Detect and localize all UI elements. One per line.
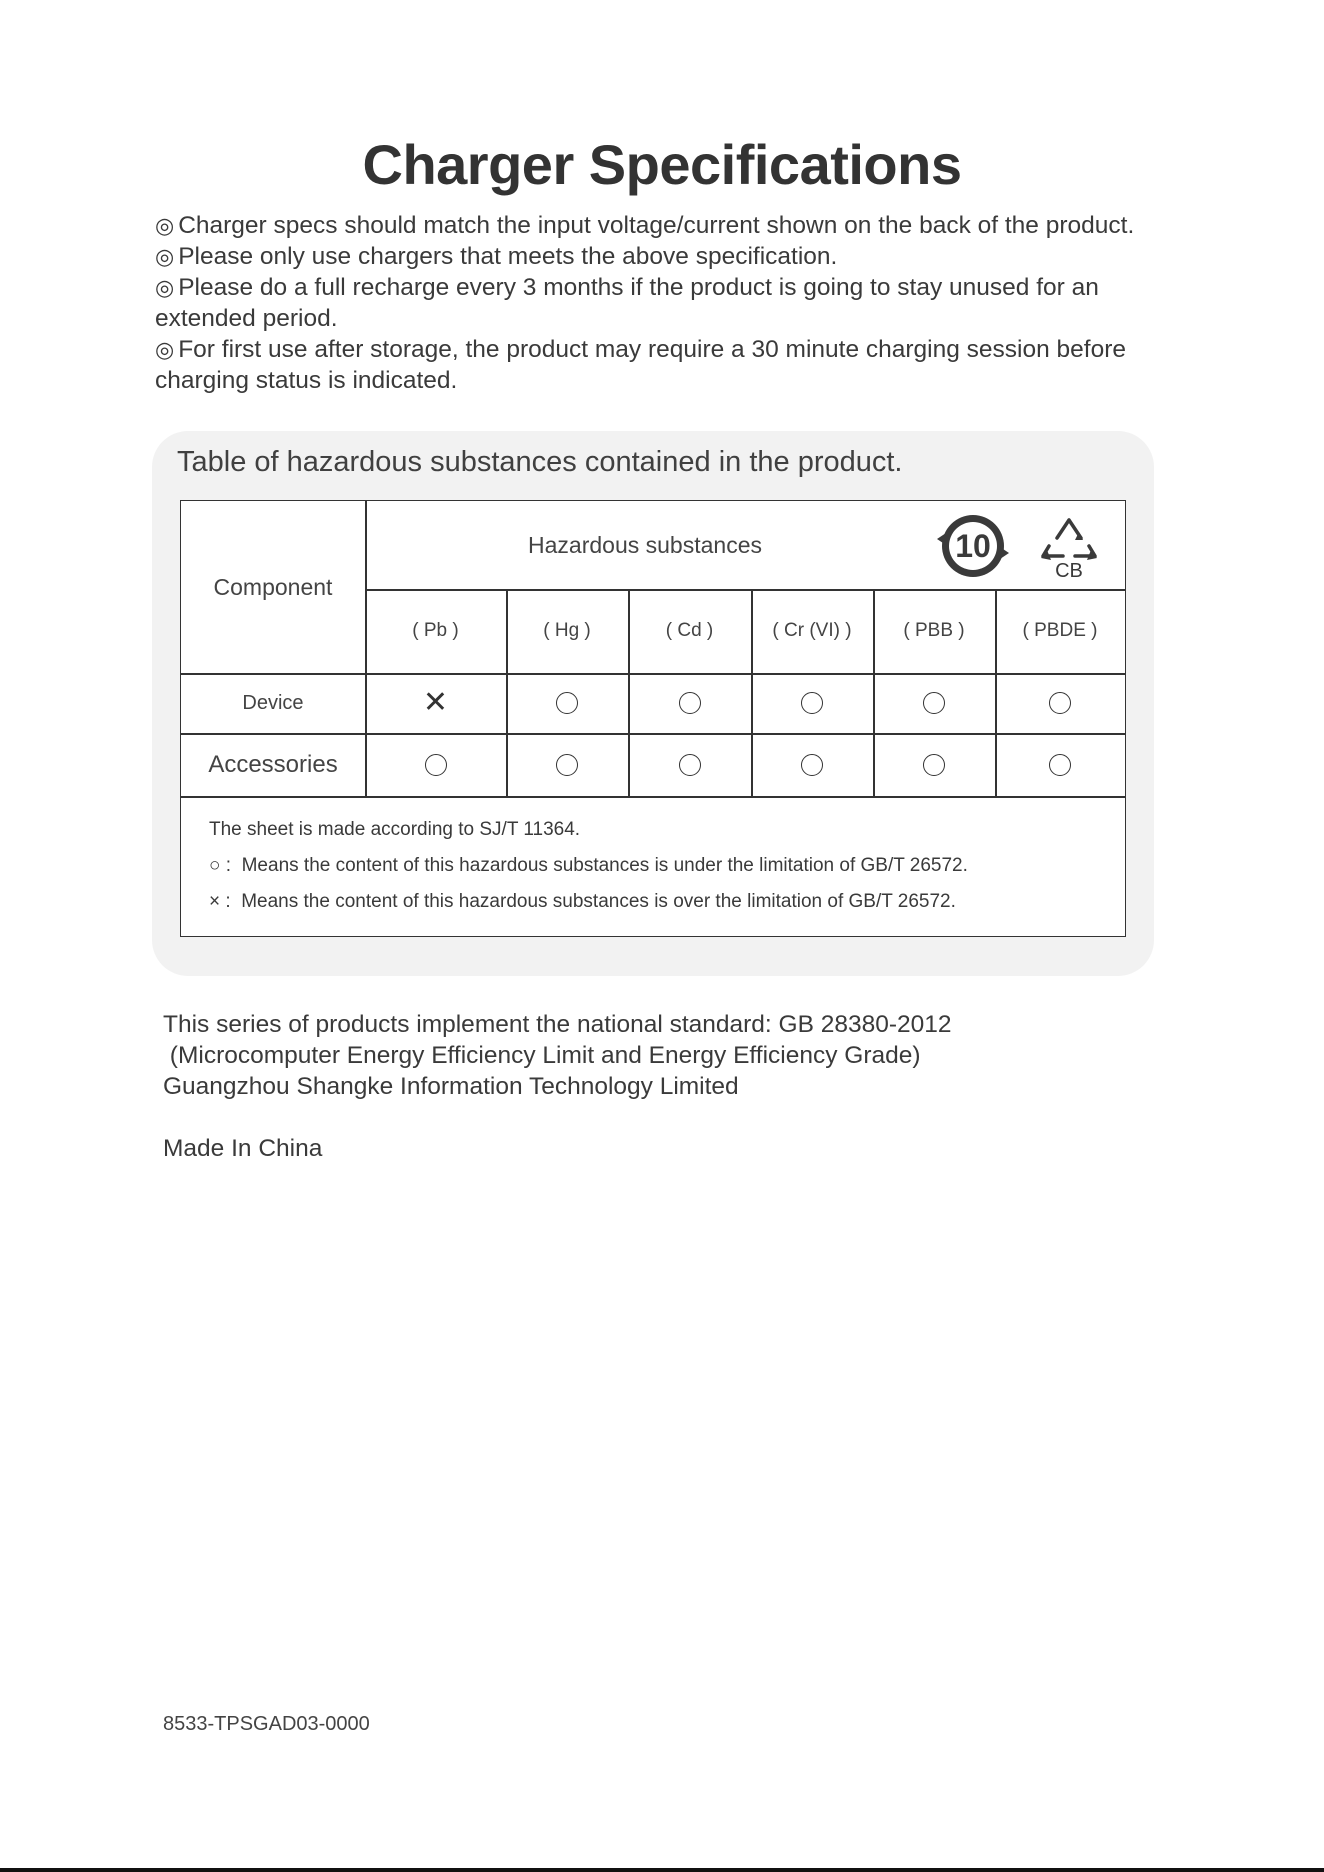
- note-3: [155, 272, 1155, 334]
- substance-cr-vi: ( Cr (VI) ): [772, 620, 852, 641]
- footnote-standard: The sheet is made according to SJ/T 11364.: [209, 819, 581, 840]
- cross-icon: ✕: [422, 686, 449, 719]
- company-name: Guangzhou Shangke Information Technology Limited: [163, 1073, 739, 1100]
- row-label-device: Device: [242, 691, 304, 714]
- hazard-table-caption: Table of hazardous substances contained in the product.: [177, 446, 903, 478]
- table-cell: [506, 673, 628, 733]
- substance-pb: ( Pb ): [412, 620, 459, 641]
- circle-icon: [556, 692, 578, 714]
- product-code: 8533-TPSGAD03-0000: [163, 1713, 370, 1735]
- component-header: Component: [213, 573, 333, 600]
- footnote-under: [209, 855, 968, 877]
- recycle-icon: [1027, 509, 1111, 589]
- circle-icon: [679, 692, 701, 714]
- note-4: [155, 334, 1155, 396]
- note-text: Please do a full recharge every 3 months if the product is going to stay unused for an extended period.: [155, 274, 1099, 332]
- cross-legend-icon: × :: [209, 891, 231, 912]
- substance-pbb: ( PBB ): [903, 620, 965, 641]
- footer-block: [163, 1009, 952, 1164]
- bottom-rule: [0, 1868, 1324, 1872]
- footnote-over: [209, 891, 956, 913]
- spacer: [163, 1102, 952, 1133]
- circle-icon: [1049, 692, 1071, 714]
- note-text: Please only use chargers that meets the above specification.: [178, 243, 838, 270]
- substance-pbde: ( PBDE ): [1022, 620, 1098, 641]
- table-cell: [506, 733, 628, 796]
- table-cell: [995, 673, 1125, 733]
- recycle-label: CB: [1055, 559, 1083, 582]
- table-cell: [365, 673, 506, 733]
- table-cell: [873, 673, 995, 733]
- hazard-table: [180, 500, 1126, 937]
- table-cell: [751, 673, 873, 733]
- circle-icon: [556, 754, 578, 776]
- circle-icon: [923, 692, 945, 714]
- epup-number: 10: [955, 528, 991, 564]
- bullet-icon: ◎: [155, 337, 175, 362]
- charger-notes: [155, 210, 1155, 396]
- circle-legend-icon: ○ :: [209, 855, 232, 876]
- epup-10-icon: [931, 509, 1015, 583]
- circle-icon: [1049, 754, 1071, 776]
- note-1: [155, 210, 1155, 241]
- table-cell: [628, 673, 751, 733]
- page-title: Charger Specifications: [362, 133, 962, 196]
- note-text: Charger specs should match the input voltage/current shown on the back of the product.: [178, 212, 1135, 239]
- footnote-under-text: Means the content of this hazardous substances is under the limitation of GB/T 26572.: [241, 855, 968, 876]
- circle-icon: [425, 754, 447, 776]
- bullet-icon: ◎: [155, 244, 175, 269]
- table-cell: [751, 733, 873, 796]
- made-in: Made In China: [163, 1135, 323, 1162]
- note-text: For first use after storage, the product may require a 30 minute charging session before charging status is indicated.: [155, 336, 1127, 394]
- table-cell: [995, 733, 1125, 796]
- circle-icon: [801, 754, 823, 776]
- row-label-accessories: Accessories: [208, 750, 338, 778]
- note-2: [155, 241, 1155, 272]
- standard-subtitle: (Microcomputer Energy Efficiency Limit and Energy Efficiency Grade): [163, 1042, 921, 1069]
- bullet-icon: ◎: [155, 275, 175, 300]
- hazardous-substances-header: Hazardous substances: [528, 531, 762, 558]
- footnote-over-text: Means the content of this hazardous substances is over the limitation of GB/T 26572.: [241, 891, 956, 912]
- substance-cd: ( Cd ): [665, 620, 714, 641]
- substance-hg: ( Hg ): [543, 620, 591, 641]
- bullet-icon: ◎: [155, 213, 175, 238]
- standard-line: This series of products implement the national standard: GB 28380-2012: [163, 1011, 952, 1038]
- circle-icon: [679, 754, 701, 776]
- table-cell: [365, 733, 506, 796]
- table-cell: [873, 733, 995, 796]
- table-cell: [628, 733, 751, 796]
- circle-icon: [923, 754, 945, 776]
- circle-icon: [801, 692, 823, 714]
